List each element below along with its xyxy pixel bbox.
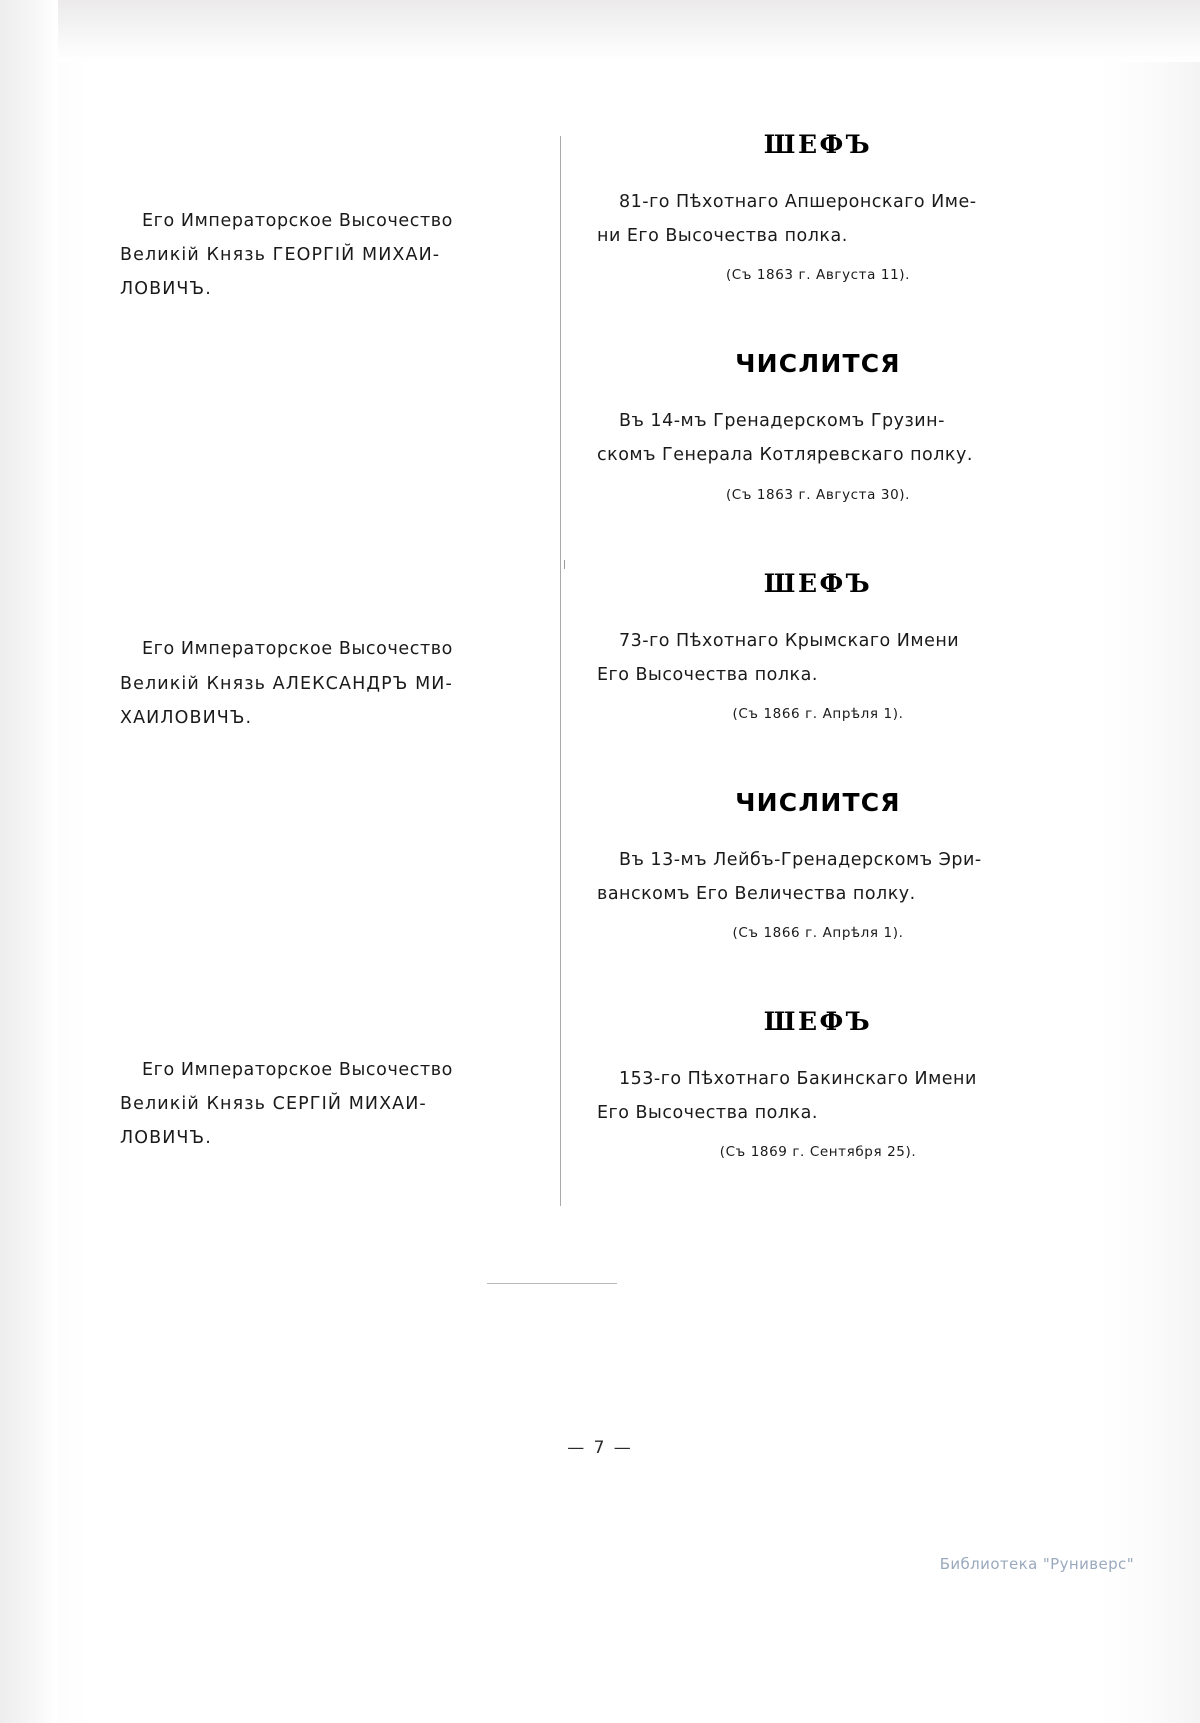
footer-rule (487, 1283, 617, 1284)
spacer (597, 598, 1039, 624)
spacer (597, 473, 1039, 487)
page-number: — 7 — (567, 1438, 633, 1458)
spacer (597, 159, 1039, 185)
section-heading: ЧИСЛИТСЯ (735, 349, 901, 379)
body-line: Въ 13-мъ Лейбъ-Гренадерскомъ Эри- (619, 849, 982, 870)
section-heading: ШЕФЪ (763, 1007, 873, 1036)
body-line: 73-го Пѣхотнаго Крымскаго Имени (619, 630, 960, 651)
left-spacer (120, 735, 534, 1053)
body-line: Его Высочества полка. (597, 1103, 818, 1124)
section-body (597, 404, 1039, 472)
section-body (597, 1062, 1039, 1130)
body-line: ванскомъ Его Величества полку. (597, 883, 916, 904)
person-line: Его Императорское Высочество (142, 639, 453, 660)
person-line: ЛОВИЧЪ. (120, 1128, 212, 1148)
section-date: (Съ 1866 г. Апрѣля 1). (732, 925, 904, 941)
body-line: скомъ Генерала Котляревскаго полку. (597, 445, 973, 466)
two-column-layout (120, 130, 1080, 1206)
section-date: (Съ 1869 г. Сентября 25). (719, 1144, 917, 1161)
left-spacer (120, 306, 534, 632)
library-watermark: Библиотека "Руниверс" (939, 1555, 1134, 1573)
spacer (597, 503, 1039, 569)
person-entry (120, 1053, 534, 1155)
section-heading: ЧИСЛИТСЯ (735, 787, 901, 817)
spacer (597, 1130, 1039, 1144)
section-heading: ШЕФЪ (763, 130, 873, 159)
column-divider-rule (560, 136, 561, 1206)
section-date: (Съ 1863 г. Августа 30). (725, 486, 911, 503)
spacer (597, 817, 1039, 843)
spacer (597, 378, 1039, 404)
person-entry (120, 204, 534, 306)
person-line: Великiй Князь ГЕОРГIЙ МИХАИ- (120, 245, 441, 266)
section-body (597, 843, 1039, 911)
section-body (597, 185, 1039, 253)
body-line: 81-го Пѣхотнаго Апшеронскаго Име- (619, 192, 977, 212)
spacer (597, 911, 1039, 925)
spacer (597, 692, 1039, 706)
section-date: (Съ 1866 г. Апрѣля 1). (732, 705, 904, 722)
body-line: 153-го Пѣхотнаго Бакинскаго Имени (619, 1069, 977, 1089)
body-line: Его Высочества полка. (597, 664, 818, 685)
person-line: Великiй Князь АЛЕКСАНДРЪ МИ- (120, 673, 453, 694)
person-line: ХАИЛОВИЧЪ. (120, 707, 253, 728)
spacer (597, 941, 1039, 1007)
spacer (597, 283, 1039, 349)
spacer (597, 253, 1039, 267)
right-column-sections (561, 130, 1039, 1160)
left-column-persons (120, 130, 560, 1155)
section-heading: ШЕФЪ (763, 568, 873, 598)
spacer (597, 1036, 1039, 1062)
section-date: (Съ 1863 г. Августа 11). (725, 267, 911, 284)
person-line: Его Императорское Высочество (142, 1059, 453, 1080)
scan-edge-left (0, 0, 58, 1723)
page-content (120, 130, 1080, 1206)
section-body (597, 624, 1039, 692)
margin-tick-mark (564, 560, 565, 569)
person-line: Его Императорское Высочество (142, 211, 453, 231)
spacer (597, 722, 1039, 788)
body-line: Въ 14-мъ Гренадерскомъ Грузин- (619, 411, 945, 432)
body-line: ни Его Высочества полка. (597, 226, 848, 247)
person-entry (120, 632, 534, 734)
left-spacer-top (120, 130, 534, 204)
person-line: ЛОВИЧЪ. (120, 279, 212, 300)
person-line: Великiй Князь СЕРГIЙ МИХАИ- (120, 1093, 427, 1114)
scan-edge-top (0, 0, 1200, 62)
